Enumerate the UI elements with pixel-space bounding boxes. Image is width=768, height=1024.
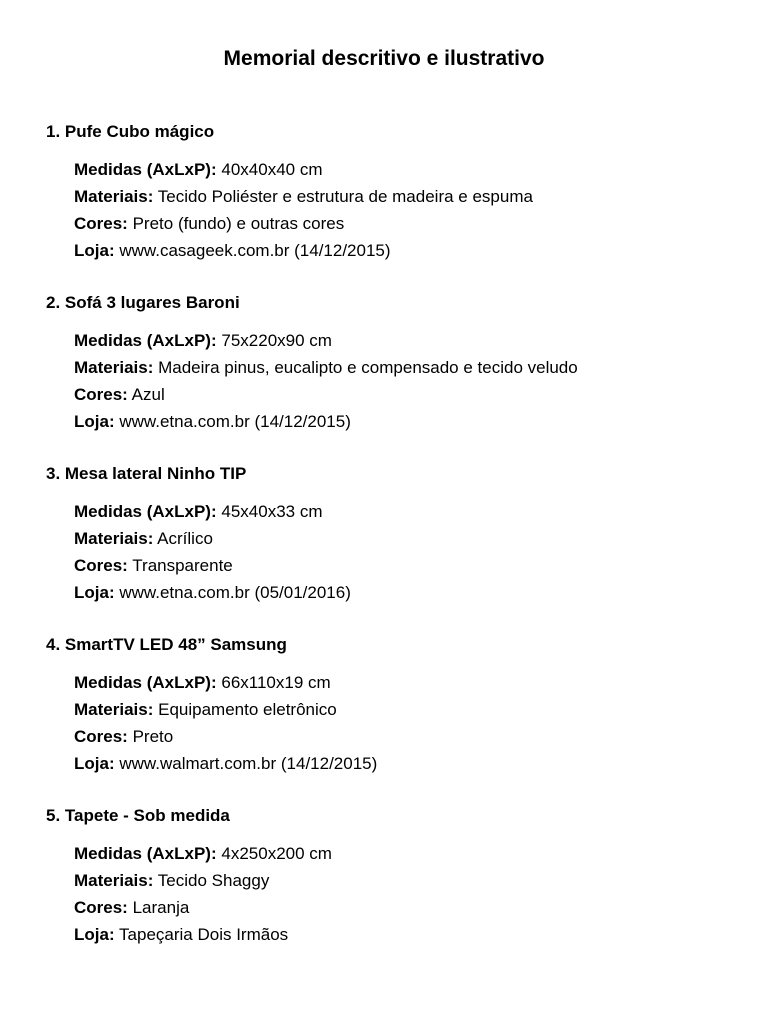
field-label: Loja: bbox=[74, 583, 115, 602]
field-loja bbox=[74, 750, 722, 777]
field-cores bbox=[74, 894, 722, 921]
field-value: 40x40x40 cm bbox=[221, 160, 323, 179]
field-value: Tecido Shaggy bbox=[157, 871, 270, 890]
field-label: Loja: bbox=[74, 754, 115, 773]
field-value: www.walmart.com.br (14/12/2015) bbox=[119, 754, 378, 773]
field-label: Materiais: bbox=[74, 358, 154, 377]
item-heading: 1. Pufe Cubo mágico bbox=[46, 122, 215, 141]
field-value: www.casageek.com.br (14/12/2015) bbox=[119, 241, 391, 260]
field-medidas bbox=[74, 156, 722, 183]
field-label: Medidas (AxLxP): bbox=[74, 673, 217, 692]
field-materiais bbox=[74, 525, 722, 552]
item-heading: 4. SmartTV LED 48” Samsung bbox=[46, 635, 287, 654]
field-medidas bbox=[74, 327, 722, 354]
field-value: Preto (fundo) e outras cores bbox=[132, 214, 345, 233]
item-smarttv bbox=[46, 633, 722, 777]
field-label: Materiais: bbox=[74, 700, 154, 719]
field-cores bbox=[74, 210, 722, 237]
field-value: www.etna.com.br (05/01/2016) bbox=[119, 583, 351, 602]
field-label: Medidas (AxLxP): bbox=[74, 844, 217, 863]
field-cores bbox=[74, 381, 722, 408]
page-title: Memorial descritivo e ilustrativo bbox=[223, 47, 545, 70]
field-loja bbox=[74, 579, 722, 606]
field-value: Preto bbox=[132, 727, 174, 746]
item-heading: 5. Tapete - Sob medida bbox=[46, 806, 230, 825]
field-materiais bbox=[74, 696, 722, 723]
field-value: Transparente bbox=[132, 556, 233, 575]
field-label: Loja: bbox=[74, 241, 115, 260]
field-label: Medidas (AxLxP): bbox=[74, 502, 217, 521]
item-heading: 3. Mesa lateral Ninho TIP bbox=[46, 464, 247, 483]
item-sofa bbox=[46, 291, 722, 435]
field-label: Cores: bbox=[74, 556, 128, 575]
field-cores bbox=[74, 552, 722, 579]
item-heading: 2. Sofá 3 lugares Baroni bbox=[46, 293, 240, 312]
item-tapete bbox=[46, 804, 722, 948]
field-materiais bbox=[74, 867, 722, 894]
field-value: www.etna.com.br (14/12/2015) bbox=[119, 412, 351, 431]
field-value: Madeira pinus, eucalipto e compensado e tecido veludo bbox=[158, 358, 578, 377]
field-loja bbox=[74, 237, 722, 264]
field-loja bbox=[74, 921, 722, 948]
field-value: Tapeçaria Dois Irmãos bbox=[119, 925, 289, 944]
field-medidas bbox=[74, 840, 722, 867]
field-label: Cores: bbox=[74, 214, 128, 233]
field-label: Loja: bbox=[74, 412, 115, 431]
field-value: Equipamento eletrônico bbox=[158, 700, 337, 719]
field-label: Cores: bbox=[74, 898, 128, 917]
field-label: Loja: bbox=[74, 925, 115, 944]
field-value: 4x250x200 cm bbox=[221, 844, 332, 863]
item-mesa-lateral bbox=[46, 462, 722, 606]
field-medidas bbox=[74, 498, 722, 525]
field-value: Laranja bbox=[132, 898, 190, 917]
field-value: 45x40x33 cm bbox=[221, 502, 323, 521]
field-materiais bbox=[74, 183, 722, 210]
field-label: Cores: bbox=[74, 385, 128, 404]
field-value: Tecido Poliéster e estrutura de madeira e espuma bbox=[157, 187, 533, 206]
field-label: Materiais: bbox=[74, 187, 154, 206]
field-label: Medidas (AxLxP): bbox=[74, 331, 217, 350]
field-value: 75x220x90 cm bbox=[221, 331, 332, 350]
field-label: Materiais: bbox=[74, 529, 154, 548]
field-value: 66x110x19 cm bbox=[221, 673, 331, 692]
field-materiais bbox=[74, 354, 722, 381]
item-pufe bbox=[46, 120, 722, 264]
field-value: Acrílico bbox=[157, 529, 213, 548]
field-loja bbox=[74, 408, 722, 435]
field-label: Cores: bbox=[74, 727, 128, 746]
field-value: Azul bbox=[131, 385, 165, 404]
field-cores bbox=[74, 723, 722, 750]
field-label: Materiais: bbox=[74, 871, 154, 890]
field-medidas bbox=[74, 669, 722, 696]
field-label: Medidas (AxLxP): bbox=[74, 160, 217, 179]
